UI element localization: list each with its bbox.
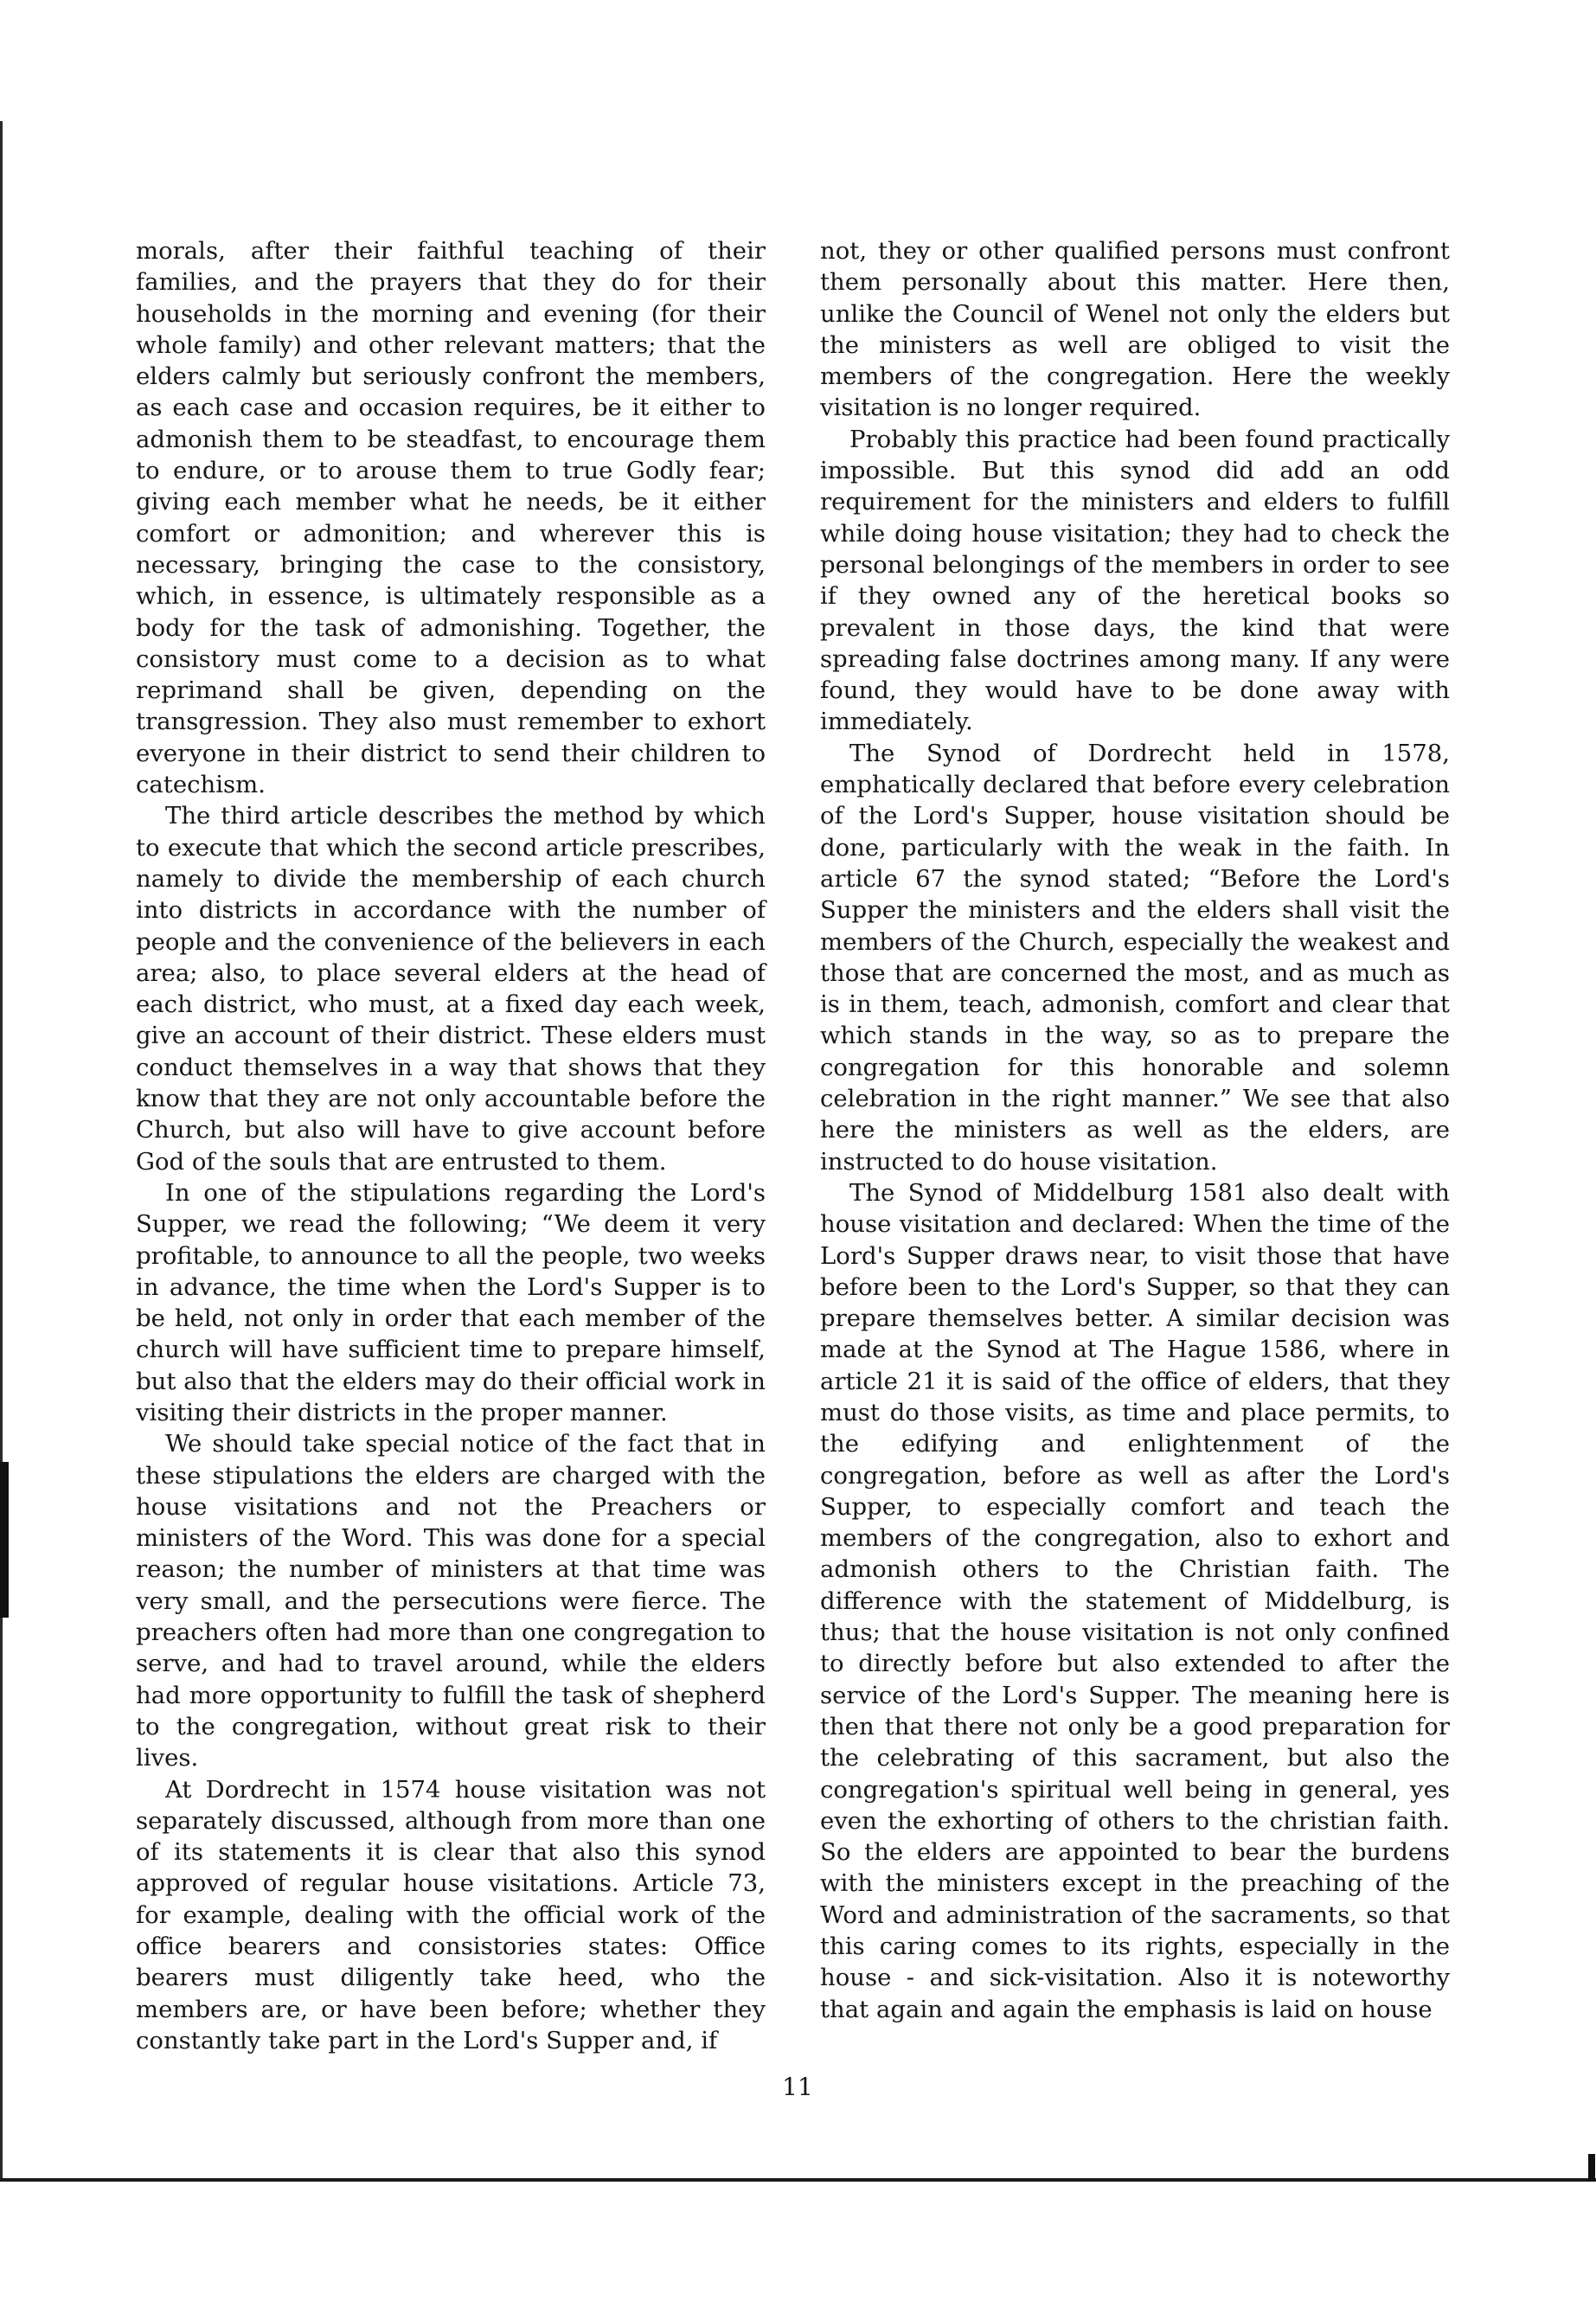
paragraph-left-2: The third article describes the method by which to execute that which the second article prescribes, namely to divide the membership of each church into districts in accordance with the number of people and the convenience of the believers in each area; also, to place several elders at the head of each district, who must, at a fixed day each week, give an account of their district. These elders must conduct themselves in a way that shows that they know that they are not only accountable before the Church, but also will have to give account before God of the souls that are entrusted to them. [136,802,766,1176]
right-text-column [820,235,1450,2035]
scan-binding-mark [0,1462,9,1618]
paragraph-left-3: In one of the stipulations regarding the Lord's Supper, we read the following; “We deem it very profitable, to announce to all the people, two weeks in advance, the time when the Lord's Supper is to be held, not only in order that each member of the church will have sufficient time to prepare himself, but also that the elders may do their official work in visiting their districts in the proper manner. [136,1178,766,1426]
paragraph-right-4: The Synod of Middelburg 1581 also dealt with house visitation and declared: When the time of the Lord's Supper draws near, to visit those that have before been to the Lord's Supper, so that they can prepare themselves better. A similar decision was made at the Synod at The Hague 1586, where in article 21 it is said of the office of elders, that they must do those visits, as time and place permits, to the edifying and enlightenment of the congregation, before as well as after the Lord's Supper, to especially comfort and teach the members of the congregation, also to exhort and admonish others to the Christian faith. The difference with the statement of Middelburg, is thus; that the house visitation is not only confined to directly before but also extended to after the service of the Lord's Supper. The meaning here is then that there not only be a good preparation for the celebrating of this sacrament, but also the congregation's spiritual well being in general, yes even the exhorting of others to the christian faith. So the elders are appointed to bear the burdens with the ministers except in the preaching of the Word and administration of the sacraments, so that this caring comes to its rights, especially in the house - and sick-visitation. Also it is noteworthy that again and again the emphasis is laid on house [820,1178,1450,2023]
paragraph-left-5: At Dordrecht in 1574 house visitation was not separately discussed, although from more than one of its statements it is clear that also this synod approved of regular house visitations. Article 73, for example, dealing with the official work of the office bearers and consistories states: Office bearers must diligently take heed, who the members are, or have been before; whether they constantly take part in the Lord's Supper and, if [136,1775,766,2054]
scan-bottom-edge [0,2178,1596,2182]
scan-corner-mark [1588,2154,1595,2182]
paragraph-right-2: Probably this practice had been found practically impossible. But this synod did add an odd requirement for the ministers and elders to fulfill while doing house visitation; they had to check the personal belongings of the members in order to see if they owned any of the heretical books so prevalent in those days, the kind that were spreading false doctrines among many. If any were found, they would have to be done away with immediately. [820,425,1450,736]
page-number: 11 [782,2073,813,2101]
paragraph-left-4: We should take special notice of the fact that in these stipulations the elders are charged with the house visitations and not the Preachers or ministers of the Word. This was done for a special reason; the number of ministers at that time was very small, and the persecutions were fierce. The preachers often had more than one congregation to serve, and had to travel around, while the elders had more opportunity to fulfill the task of shepherd to the congregation, without great risk to their lives. [136,1430,766,1772]
paragraph-left-1: morals, after their faithful teaching of their families, and the prayers that they do for their households in the morning and evening (for their whole family) and other relevant matters; that the elders calmly but seriously confront the members, as each case and occasion requires, be it either to admonish them to be steadfast, to encourage them to endure, or to arouse them to true Godly fear; giving each member what he needs, be it either comfort or admonition; and wherever this is necessary, bringing the case to the consistory, which, in essence, is ultimately responsible as a body for the task of admonishing. Together, the consistory must come to a decision as to what reprimand shall be given, depending on the transgression. They also must remember to exhort everyone in their district to send their children to catechism. [136,237,766,799]
scan-left-edge [0,121,3,2180]
paragraph-right-3: The Synod of Dordrecht held in 1578, emphatically declared that before every celebration of the Lord's Supper, house visitation should be done, particularly with the weak in the faith. In article 67 the synod stated; “Before the Lord's Supper the ministers and the elders shall visit the members of the Church, especially the weakest and those that are concerned the most, and as much as is in them, teach, admonish, comfort and clear that which stands in the way, so as to prepare the congregation for this honorable and solemn celebration in the right manner.” We see that also here the ministers as well as the elders, are instructed to do house visitation. [820,739,1450,1176]
paragraph-right-1: not, they or other qualified persons must confront them personally about this matter. Here then, unlike the Council of Wenel not only the elders but the ministers as well are obliged to visit the members of the congregation. Here the weekly visitation is no longer required. [820,237,1450,422]
left-text-column [136,235,766,2054]
